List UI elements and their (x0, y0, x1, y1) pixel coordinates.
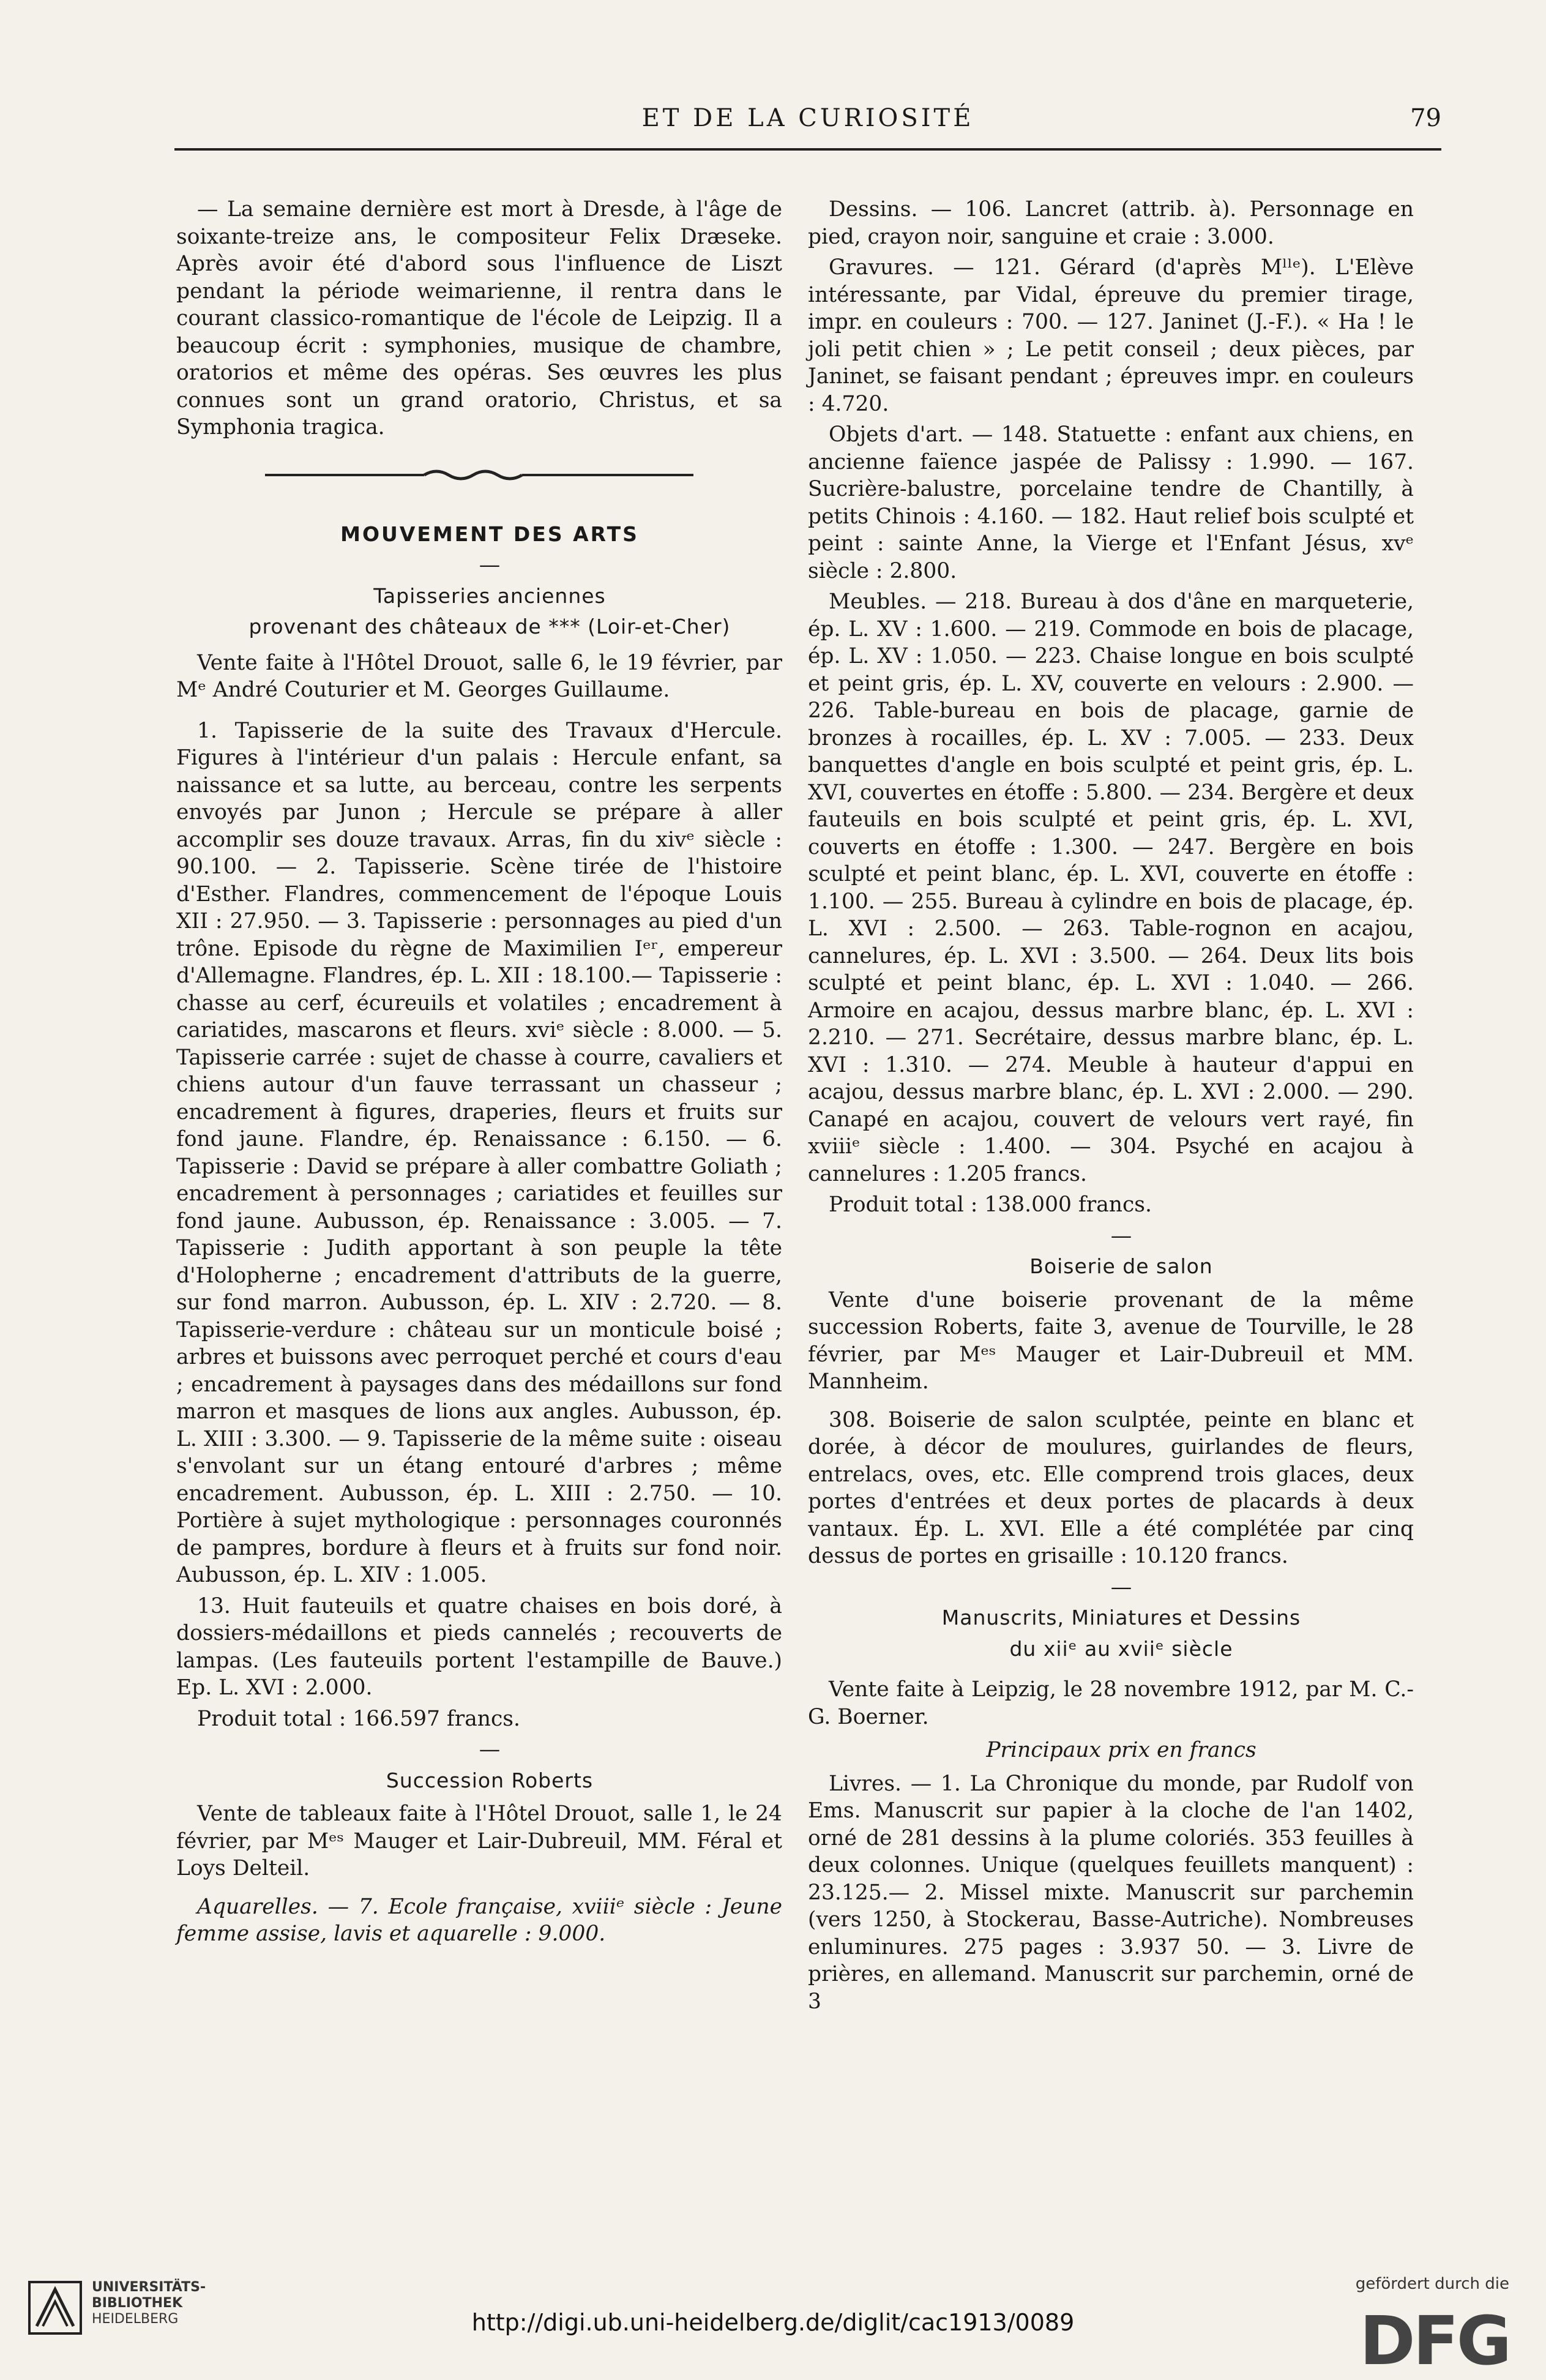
manuscripts-title: Manuscrits, Miniatures et Dessins (941, 1606, 1301, 1630)
objets-paragraph: Objets d'art. — 148. Statuette : enfant aux chiens, en ancienne faïence jaspée de Palissy : 1.990. — 167. Sucrière-balustre, porcelaine tendre de Chantilly, à petits Chinois : 4.160. — 182. Haut relief bois sculpté et peint : sainte Anne, la Vierge et l'Enfant Jésus, xvᵉ siècle : 2.800. (808, 422, 1414, 583)
boiserie-body: 308. Boiserie de salon sculptée, peinte en blanc et dorée, à décor de moulures, guirlandes de fleurs, entrelacs, oves, etc. Elle comprend trois glaces, deux portes d'entrées et deux portes de placards à deux vantaux. Ép. L. XVI. Elle a été complétée par cinq dessus de portes en grisaille : 10.120 francs. (808, 1407, 1414, 1568)
divider-dash: — (479, 1737, 501, 1762)
page-number: 79 (1410, 104, 1441, 132)
tapestries-lots: 1. Tapisserie de la suite des Travaux d'Hercule. Figures à l'intérieur d'un palais : Hercule enfant, sa naissance et sa lutte, au berceau, contre les serpents envoyés par Junon ; Hercule se prépare à aller accomplir ses douze travaux. Arras, fin du xivᵉ siècle : 90.100. — 2. Tapisserie. Scène tirée de l'histoire d'Esther. Flandres, commencement de l'époque Louis XII : 27.950. — 3. Tapisserie : personnages au pied d'un trône. Episode du règne de Maximilien Iᵉʳ, empereur d'Allemagne. Flandres, ép. L. XII : 18.100.— Tapisserie : chasse au cerf, écureuils et volatiles ; encadrement à cariatides, mascarons et fleurs. xviᵉ siècle : 8.000. — 5. Tapisserie carrée : sujet de chasse à courre, cavaliers et chiens autour d'un fauve terrassant un chasseur ; encadrement à figures, draperies, fleurs et fruits sur fond jaune. Flandre, ép. Renaissance : 6.150. — 6. Tapisserie : David se prépare à aller combattre Goliath ; encadrement à personnages ; cariatides et feuilles sur fond jaune. Aubusson, ép. Renaissance : 3.005. — 7. Tapisserie : Judith apportant à son peuple la tête d'Holopherne ; encadrement d'attributs de la guerre, sur fond marron. Aubusson, ép. L. XIV : 2.720. — 8. Tapisserie-verdure : château sur un monticule boisé ; arbres et buissons avec perroquet perché et cours d'eau ; encadrement à paysages dans des médaillons sur fond marron et masques de lions aux angles. Aubusson, ép. L. XIII : 3.300. — 9. Tapisserie de la même suite : oiseau s'envolant sur un étang entouré d'arbres ; même encadrement. Aubusson, ép. L. XIII : 2.750. — 10. Portière à sujet mythologique : personnages couronnés de pampres, bordure à fleurs et à fruits sur fond noir. Aubusson, ép. L. XIV : 1.005. (176, 718, 782, 1587)
tapestries-title: Tapisseries anciennes (373, 583, 606, 608)
succession-intro: Vente de tableaux faite à l'Hôtel Drouot, salle 1, le 24 février, par Mᵉˢ Mauger et Lair-Dubreuil, MM. Féral et Loys Delteil. (176, 1802, 782, 1880)
tapestries-subtitle: provenant des châteaux de *** (Loir-et-Cher) (248, 615, 731, 638)
source-url[interactable]: http://digi.ub.uni-heidelberg.de/diglit/cac1913/0089 (471, 2309, 1075, 2336)
meubles-paragraph: Meubles. — 218. Bureau à dos d'âne en marqueterie, ép. L. XV : 1.600. — 219. Commode en bois de placage, ép. L. XV : 1.050. — 223. Chaise longue en bois sculpté et peint gris, ép. L. XV, couverte en velours : 2.900. — 226. Table-bureau en bois de placage, garnie de bronzes à rocailles, ép. L. XV : 7.005. — 233. Deux banquettes d'angle en bois sculpté et peint gris, ép. L. XVI, couvertes en étoffe : 5.800. — 234. Bergère et deux fauteuils en bois sculpté et peint gris, ép. L. XVI, couverts en étoffe : 1.300. — 247. Bergère en bois sculpté et peint blanc, ép. L. XVI, couverte en étoffe : 1.100. — 255. Bureau à cylindre en bois de placage, ép. L. XVI : 2.500. — 263. Table-rognon en acajou, cannelures, ép. L. XVI : 3.500. — 264. Deux lits bois sculpté et peint blanc, ép. L. XVI : 1.040. — 266. Armoire en acajou, dessus marbre blanc, ép. L. XVI : 2.210. — 271. Secrétaire, dessus marbre blanc, ép. L. XVI : 1.310. — 274. Meuble à hauteur d'appui en acajou, dessus marbre blanc, ép. L. XVI : 2.000. — 290. Canapé en acajou, couvert de velours vert rayé, fin xviiiᵉ siècle : 1.400. — 304. Psyché en acajou à cannelures : 1.205 francs. (808, 589, 1414, 1186)
left-column (176, 196, 782, 1952)
manuscripts-intro: Vente faite à Leipzig, le 28 novembre 1912, par M. C.-G. Boerner. (808, 1677, 1414, 1729)
obituary-paragraph: — La semaine dernière est mort à Dresde, à l'âge de soixante-treize ans, le compositeur Felix Dræseke. Après avoir été d'abord sous l'influence de Liszt pendant la période weimarienne, il rentra dans le courant classico-romantique de l'école de Leipzig. Il a beaucoup écrit : symphonies, musique de chambre, oratorios et même des opéras. Ses œuvres les plus connues sont un grand oratorio, Christus, et sa Symphonia tragica. (176, 197, 782, 440)
divider-dash: — (1110, 1223, 1132, 1248)
tapestries-lot-13: 13. Huit fauteuils et quatre chaises en bois doré, à dossiers-médaillons et pieds cannelés ; recouverts de lampas. (Les fauteuils portent l'estampille de Bauve.) Ep. L. XVI : 2.000. (176, 1593, 782, 1700)
aquarelles-paragraph: Aquarelles. — 7. Ecole française, xviiiᵉ siècle : Jeune femme assise, lavis et aquarelle : 9.000. (176, 1894, 782, 1946)
dfg-logo: DFG (1359, 2302, 1509, 2380)
page-footer (0, 2265, 1546, 2378)
manuscripts-prices-heading: Principaux prix en francs (986, 1738, 1257, 1762)
boiserie-title: Boiserie de salon (1029, 1254, 1213, 1278)
total-paragraph: Produit total : 138.000 francs. (829, 1192, 1152, 1217)
manuscripts-subtitle: du xiiᵉ au xviiᵉ siècle (1009, 1636, 1233, 1661)
boiserie-intro: Vente d'une boiserie provenant de la même succession Roberts, faite 3, avenue de Tourville, le 28 février, par Mᵉˢ Mauger et Lair-Dubreuil et MM. Mannheim. (808, 1287, 1414, 1394)
livres-paragraph: Livres. — 1. La Chronique du monde, par Rudolf von Ems. Manuscrit sur papier à la cloche de l'an 1402, orné de 281 dessins à la plume coloriés. 353 feuilles à deux colonnes. Unique (quelques feuillets manquent) : 23.125.— 2. Missel mixte. Manuscrit sur parchemin (vers 1250, à Stockerau, Basse-Autriche). Nombreuses enluminures. 275 pages : 3.937 50. — 3. Livre de prières, en allemand. Manuscrit sur parchemin, orné de 3 (808, 1771, 1414, 2014)
divider-dash: — (1110, 1574, 1132, 1600)
succession-title: Succession Roberts (386, 1768, 594, 1792)
funding-label: gefördert durch die (1355, 2275, 1509, 2293)
dessins-paragraph: Dessins. — 106. Lancret (attrib. à). Personnage en pied, crayon noir, sanguine et craie : 3.000. (808, 197, 1414, 249)
tapestries-intro: Vente faite à l'Hôtel Drouot, salle 6, le 19 février, par Mᵉ André Couturier et M. Georges Guillaume. (176, 650, 782, 702)
ornament-divider (265, 466, 693, 484)
running-title: ET DE LA CURIOSITÉ (641, 104, 974, 132)
page-header (174, 103, 1441, 151)
right-column (808, 196, 1414, 2019)
section-title: MOUVEMENT DES ARTS (340, 522, 639, 546)
tapestries-total: Produit total : 166.597 francs. (197, 1706, 520, 1731)
university-library-name: UNIVERSITÄTS- BIBLIOTHEK HEIDELBERG (92, 2280, 206, 2327)
gravures-paragraph: Gravures. — 121. Gérard (d'après Mˡˡᵉ). L'Elève intéressante, par Vidal, épreuve du premier tirage, impr. en couleurs : 700. — 127. Janinet (J.-F.). « Ha ! le joli petit chien » ; Le petit conseil ; deux pièces, par Janinet, se faisant pendant ; épreuves impr. en couleurs : 4.720. (808, 255, 1414, 416)
divider-dash: — (479, 553, 501, 577)
